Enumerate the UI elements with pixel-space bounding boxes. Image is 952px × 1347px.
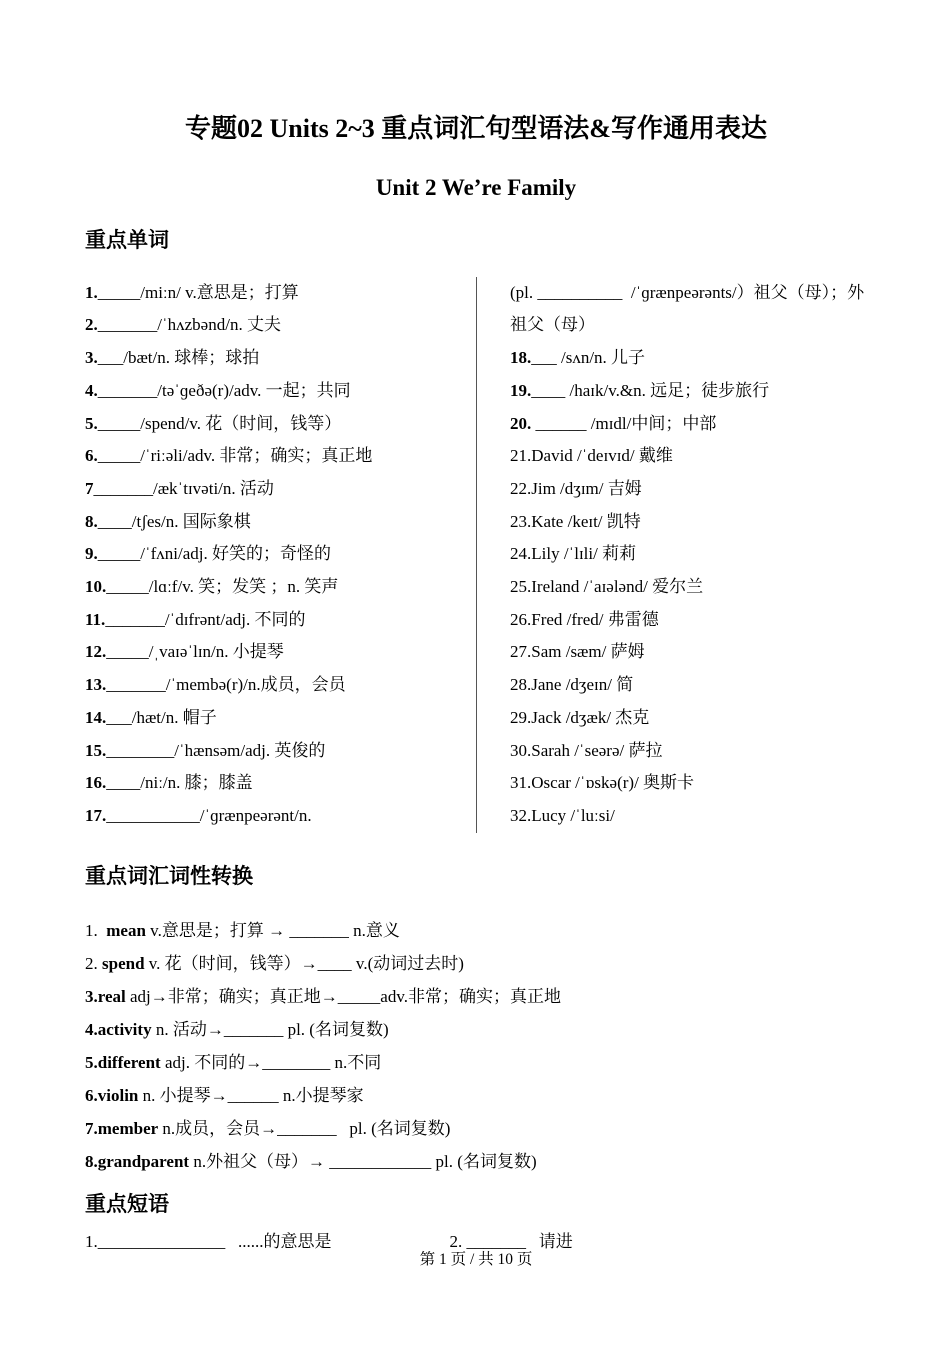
vocab-item-text: ____ /haɪk/v.&n. 远足；徒步旅行 [531,380,770,400]
vocab-item-number: 4. [85,380,98,400]
vocab-item [85,506,462,539]
vocab-item-text: 31.Oscar /ˈɒskə(r)/ 奥斯卡 [510,773,695,793]
vocab-item [85,408,462,441]
vocab-item [510,309,867,342]
vocab-item-number: 3. [85,348,98,368]
vocab-item-text: ___________/ˈɡrænpeərənt/n. [106,805,312,825]
vocab-item [85,669,462,702]
vocab-item [510,473,867,506]
vocab-item-text: 22.Jim /dʒɪm/ 吉姆 [510,478,642,498]
vocab-item [85,473,462,506]
vocab-item-number: 19. [510,380,532,400]
page-number: 第 1 页 / 共 10 页 [419,1251,533,1268]
vocab-item [85,538,462,571]
vocab-item [85,277,462,310]
vocab-column-right [476,277,867,833]
vocab-item-text: _______/ækˈtɪvəti/n. 活动 [93,478,274,498]
section-heading-phrases: 重点短语 [85,1191,169,1216]
conversion-item-word: mean [106,920,146,940]
vocab-item-text: 25.Ireland /ˈaɪələnd/ 爱尔兰 [510,577,704,597]
vocab-item-text: 28.Jane /dʒeɪn/ 简 [510,675,634,695]
conversion-item-word: 5.different [85,1052,161,1072]
vocab-item-text: ____/tʃes/n. 国际象棋 [97,511,251,531]
conversion-item [85,980,867,1013]
vocab-item [510,538,867,571]
vocab-item-number: 20. [510,413,532,433]
conversion-list [85,914,867,1178]
conversion-item [85,947,867,980]
vocab-item-text: 21.David /ˈdeɪvɪd/ 戴维 [510,446,673,466]
vocab-item-number: 18. [510,348,532,368]
vocab-item [85,440,462,473]
vocab-item [510,342,867,375]
vocab-item-text: 26.Fred /fred/ 弗雷德 [510,609,659,629]
vocab-item-text: 32.Lucy /ˈluːsi/ [510,805,615,825]
phrase-item-2: 2. _______ 请进 [449,1232,573,1252]
conversion-item [85,1046,867,1079]
vocab-item-number: 1. [85,282,98,302]
vocab-item-number: 9. [85,544,98,564]
vocab-item [85,342,462,375]
vocab-item [510,440,867,473]
vocab-item [510,375,867,408]
vocab-item-text: 29.Jack /dʒæk/ 杰克 [510,707,650,727]
unit-title: Unit 2 We’re Family [375,174,577,200]
vocab-item-number: 7 [85,478,94,498]
conversion-item [85,1079,867,1112]
vocab-column-left [85,277,476,833]
vocab-item-text: 23.Kate /keɪt/ 凯特 [510,511,641,531]
vocab-two-column-block [85,277,867,833]
conversion-item-text: v.意思是；打算 → _______ n.意义 [145,920,400,940]
vocab-item-number: 12. [85,642,107,662]
vocab-item [85,375,462,408]
vocab-item-text: _______/ˈmembə(r)/n.成员，会员 [106,675,346,695]
vocab-item [510,735,867,768]
conversion-item-word: 7.member [85,1118,159,1138]
vocab-item-text: _____/spend/v. 花（时间，钱等） [97,413,342,433]
vocab-item [510,277,867,310]
vocab-item-text: ___/hæt/n. 帽子 [106,707,217,727]
conversion-item [85,1013,867,1046]
vocab-item [510,604,867,637]
vocab-item-text: _______/təˈɡeðə(r)/adv. 一起；共同 [97,380,351,400]
vocab-item-number: 13. [85,675,107,695]
vocab-item-number: 2. [85,315,98,335]
vocab-item [510,767,867,800]
vocab-item-number: 5. [85,413,98,433]
vocab-item [510,408,867,441]
vocab-item-number: 17. [85,805,107,825]
vocab-item-text: (pl. __________ /ˈɡrænpeərənts/）祖父（母）；外 [510,282,865,302]
doc-title: 专题02 Units 2~3 重点词汇句型语法&写作通用表达 [185,114,767,143]
vocab-item-text: 30.Sarah /ˈseərə/ 萨拉 [510,740,663,760]
vocab-item [510,669,867,702]
conversion-item-text: v. 花（时间，钱等）→____ v.(动词过去时) [144,953,464,973]
vocab-item [85,735,462,768]
conversion-item-text: n. 小提琴→______ n.小提琴家 [138,1085,364,1105]
conversion-item [85,914,867,947]
conversion-item-text: adj. 不同的→________ n.不同 [160,1052,382,1072]
vocab-item [510,800,867,833]
vocab-item-text: _____/ˈriːəli/adv. 非常；确实；真正地 [97,446,373,466]
section-heading-key-words: 重点单词 [85,228,169,253]
vocab-item [510,636,867,669]
vocab-item [85,702,462,735]
vocab-item-text: ______ /mɪdl/中间；中部 [531,413,717,433]
conversion-item-prefix: 1. [85,920,107,940]
conversion-item-word: 3.real [85,986,126,1006]
vocab-item [85,767,462,800]
vocab-item-text: 24.Lily /ˈlɪli/ 莉莉 [510,544,637,564]
conversion-item [85,1145,867,1178]
vocab-item-text: ___/bæt/n. 球棒；球拍 [97,348,260,368]
section-heading-conversion: 重点词汇词性转换 [85,863,253,888]
conversion-item-text: n.成员，会员→_______ pl. (名词复数) [158,1118,451,1138]
conversion-item-word: 6.violin [85,1085,139,1105]
vocab-item-text: _____/lɑːf/v. 笑；发笑 ；n. 笑声 [106,577,339,597]
phrase-item-1: 1._______________ ......的意思是 [85,1232,332,1252]
vocab-item-text: 27.Sam /sæm/ 萨姆 [510,642,645,662]
conversion-item-text: n. 活动→_______ pl. (名词复数) [151,1019,389,1039]
conversion-item-text: adj→非常；确实；真正地→_____adv.非常；确实；真正地 [125,986,561,1006]
vocab-item-number: 11. [85,609,106,629]
vocab-item-number: 10. [85,577,107,597]
vocab-item [85,800,462,833]
vocab-item-number: 16. [85,773,107,793]
vocab-item [510,506,867,539]
conversion-item-prefix: 2. [85,953,102,973]
vocab-item-number: 14. [85,707,107,727]
conversion-item-word: 8.grandparent [85,1151,190,1171]
vocab-item-text: _______/ˈdɪfrənt/adj. 不同的 [105,609,306,629]
vocab-item-number: 8. [85,511,98,531]
conversion-item-text: n.外祖父（母）→ ____________ pl. (名词复数) [189,1151,537,1171]
vocab-item-text: _____/ˈfʌni/adj. 好笑的；奇怪的 [97,544,332,564]
vocab-item-text: 祖父（母） [510,315,595,335]
vocab-item-text: ____/niː/n. 膝；膝盖 [106,773,253,793]
vocab-item-text: _____/ˌvaɪəˈlɪn/n. 小提琴 [106,642,284,662]
vocab-item-text: ________/ˈhænsəm/adj. 英俊的 [106,740,326,760]
vocab-item [510,702,867,735]
vocab-item-number: 6. [85,446,98,466]
vocab-item-text: _____/miːn/ v.意思是；打算 [97,282,299,302]
vocab-item-number: 15. [85,740,107,760]
conversion-item-word: 4.activity [85,1019,152,1039]
vocab-item-text: _______/ˈhʌzbənd/n. 丈夫 [97,315,281,335]
vocab-item [85,636,462,669]
vocab-item [85,309,462,342]
vocab-item [85,571,462,604]
conversion-item-word: spend [102,953,145,973]
vocab-item [510,571,867,604]
vocab-item [85,604,462,637]
vocab-item-text: ___ /sʌn/n. 儿子 [531,348,646,368]
conversion-item [85,1112,867,1145]
